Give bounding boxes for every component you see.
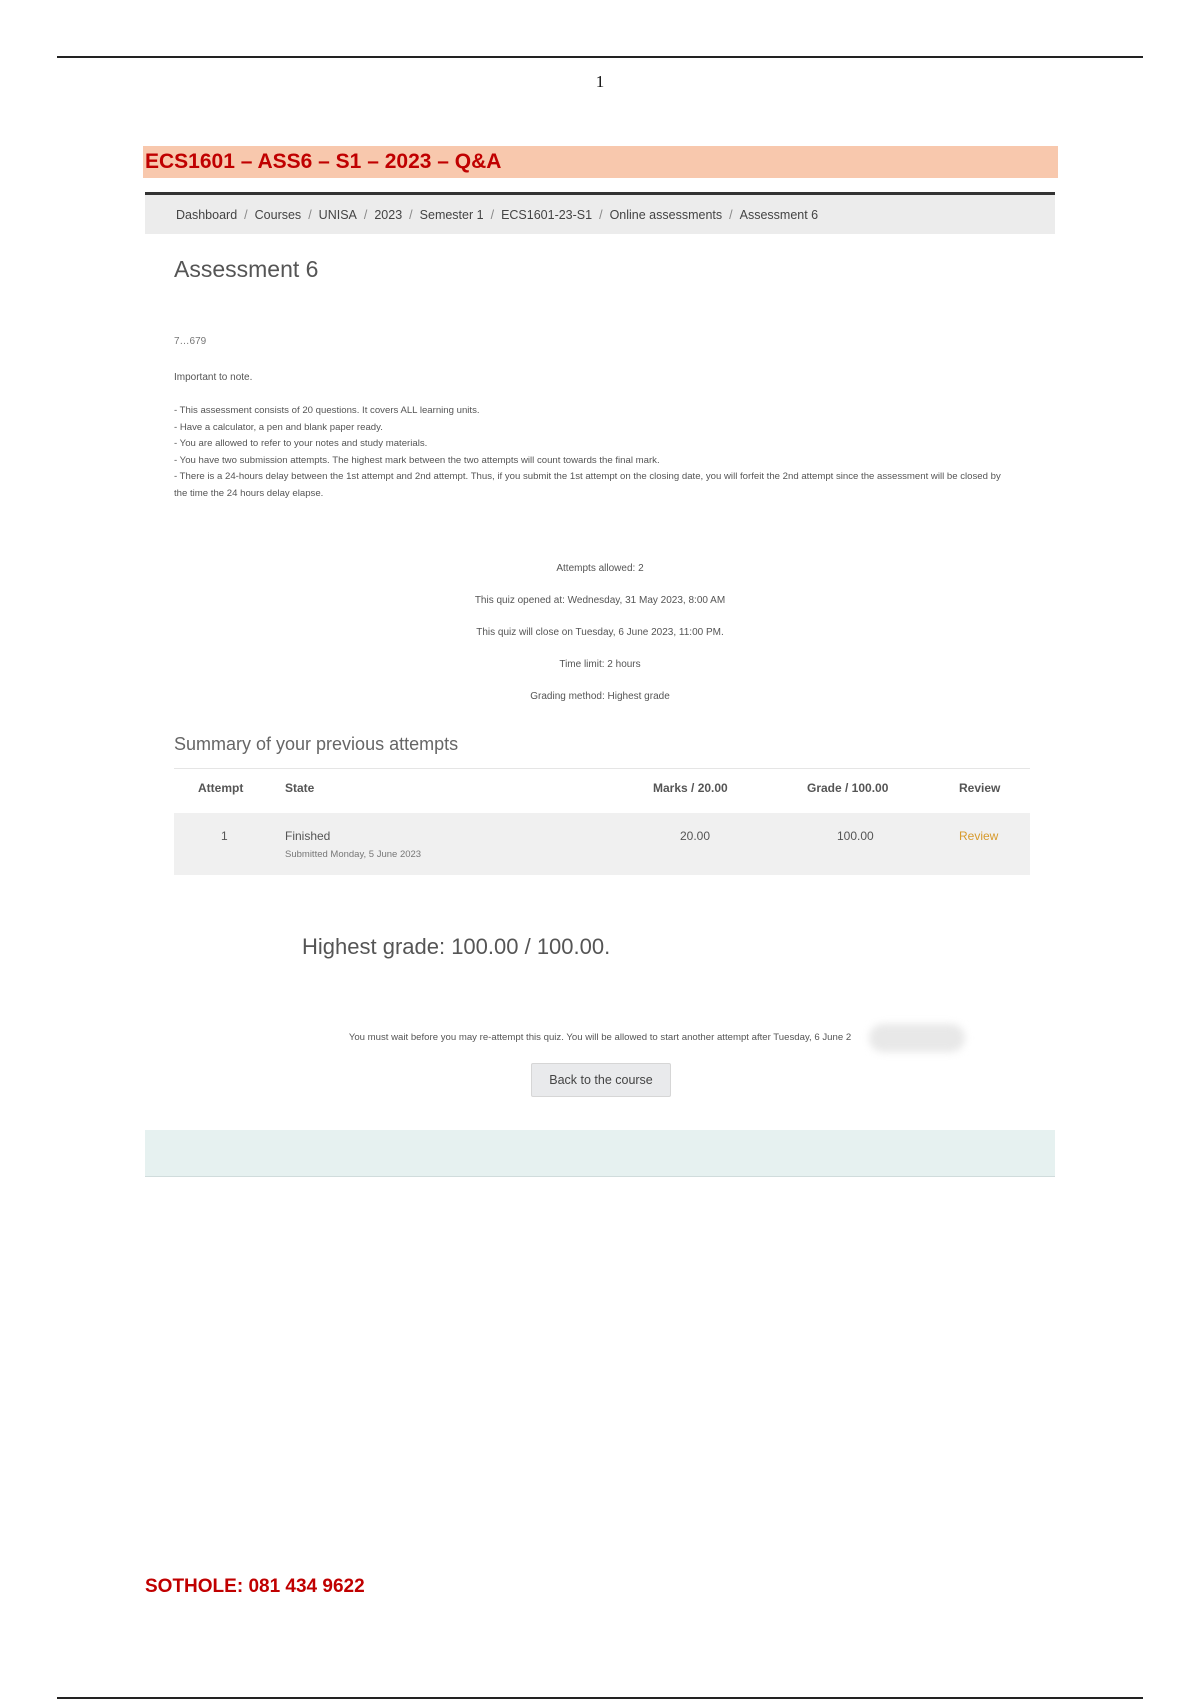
page-footer-band bbox=[145, 1130, 1055, 1177]
breadcrumb-separator: / bbox=[490, 207, 495, 222]
instructions-list bbox=[174, 403, 1004, 503]
col-grade: Grade / 100.00 bbox=[807, 781, 889, 795]
wait-message: You must wait before you may re-attempt this quiz. You will be allowed to start another attempt after Tuesday, 6 June 2 bbox=[348, 1032, 852, 1043]
contact-footer: SOTHOLE: 081 434 9622 bbox=[145, 1576, 365, 1597]
review-link[interactable]: Review bbox=[959, 829, 999, 843]
breadcrumb-separator: / bbox=[244, 207, 248, 222]
breadcrumb-separator: / bbox=[409, 207, 413, 222]
breadcrumb-unisa[interactable]: UNISA bbox=[318, 207, 357, 222]
back-to-course-button[interactable]: Back to the course bbox=[531, 1063, 671, 1097]
page-title: Assessment 6 bbox=[174, 256, 319, 282]
embedded-quiz-screenshot bbox=[145, 192, 1055, 1182]
page-number: 1 bbox=[595, 72, 605, 91]
highest-grade: Highest grade: 100.00 / 100.00. bbox=[302, 934, 611, 959]
instruction-item: - Have a calculator, a pen and blank paper ready. bbox=[174, 421, 383, 433]
table-divider bbox=[174, 768, 1030, 769]
breadcrumb-dashboard[interactable]: Dashboard bbox=[176, 207, 238, 222]
top-rule bbox=[57, 56, 1143, 58]
breadcrumb-semester[interactable]: Semester 1 bbox=[419, 207, 484, 222]
attempt-marks: 20.00 bbox=[680, 829, 711, 843]
breadcrumb bbox=[145, 192, 1055, 234]
breadcrumb-separator: / bbox=[599, 207, 603, 222]
breadcrumb-online-assessments[interactable]: Online assessments bbox=[609, 207, 723, 222]
instruction-item: - There is a 24-hours delay between the 1st attempt and 2nd attempt. Thus, if you submit the 1st attempt on the closing date, you will forfeit the 2nd attempt since the assessment will be closed by the time the 24 hours delay elapse. bbox=[174, 471, 1001, 499]
instruction-item: - This assessment consists of 20 questions. It covers ALL learning units. bbox=[174, 405, 480, 416]
quiz-closes: This quiz will close on Tuesday, 6 June 2023, 11:00 PM. bbox=[476, 627, 724, 638]
breadcrumb-separator: / bbox=[308, 207, 312, 222]
col-marks: Marks / 20.00 bbox=[653, 781, 728, 795]
col-attempt: Attempt bbox=[198, 781, 244, 795]
col-state: State bbox=[285, 781, 315, 795]
submitted-date: Submitted Monday, 5 June 2023 bbox=[285, 849, 422, 860]
quiz-opened: This quiz opened at: Wednesday, 31 May 2023, 8:00 AM bbox=[474, 595, 726, 606]
bottom-rule bbox=[57, 1697, 1143, 1699]
state-label: Finished bbox=[285, 829, 331, 843]
grading-method: Grading method: Highest grade bbox=[530, 691, 670, 702]
breadcrumb-course[interactable]: ECS1601-23-S1 bbox=[501, 207, 593, 222]
instruction-item: - You have two submission attempts. The highest mark between the two attempts will count towards the final mark. bbox=[174, 454, 660, 466]
breadcrumb-current: Assessment 6 bbox=[739, 207, 819, 222]
summary-heading: Summary of your previous attempts bbox=[174, 734, 459, 754]
breadcrumb-separator: / bbox=[729, 207, 733, 222]
col-review: Review bbox=[959, 781, 1001, 795]
breadcrumb-separator: / bbox=[363, 207, 368, 222]
quiz-code: 7…679 bbox=[174, 336, 207, 347]
table-row bbox=[174, 813, 1030, 875]
important-note-label: Important to note. bbox=[174, 372, 253, 383]
document-title-banner: ECS1601 – ASS6 – S1 – 2023 – Q&A bbox=[143, 146, 1058, 178]
time-limit: Time limit: 2 hours bbox=[559, 659, 641, 670]
breadcrumb-year[interactable]: 2023 bbox=[374, 207, 403, 222]
instruction-item: - You are allowed to refer to your notes and study materials. bbox=[174, 438, 428, 450]
attempt-number: 1 bbox=[221, 829, 228, 843]
redaction-blur bbox=[869, 1024, 965, 1052]
breadcrumb-courses[interactable]: Courses bbox=[254, 207, 302, 222]
attempt-state bbox=[285, 829, 421, 860]
attempts-allowed: Attempts allowed: 2 bbox=[556, 563, 644, 574]
attempts-table-header bbox=[174, 772, 1030, 802]
attempt-grade: 100.00 bbox=[837, 829, 874, 843]
